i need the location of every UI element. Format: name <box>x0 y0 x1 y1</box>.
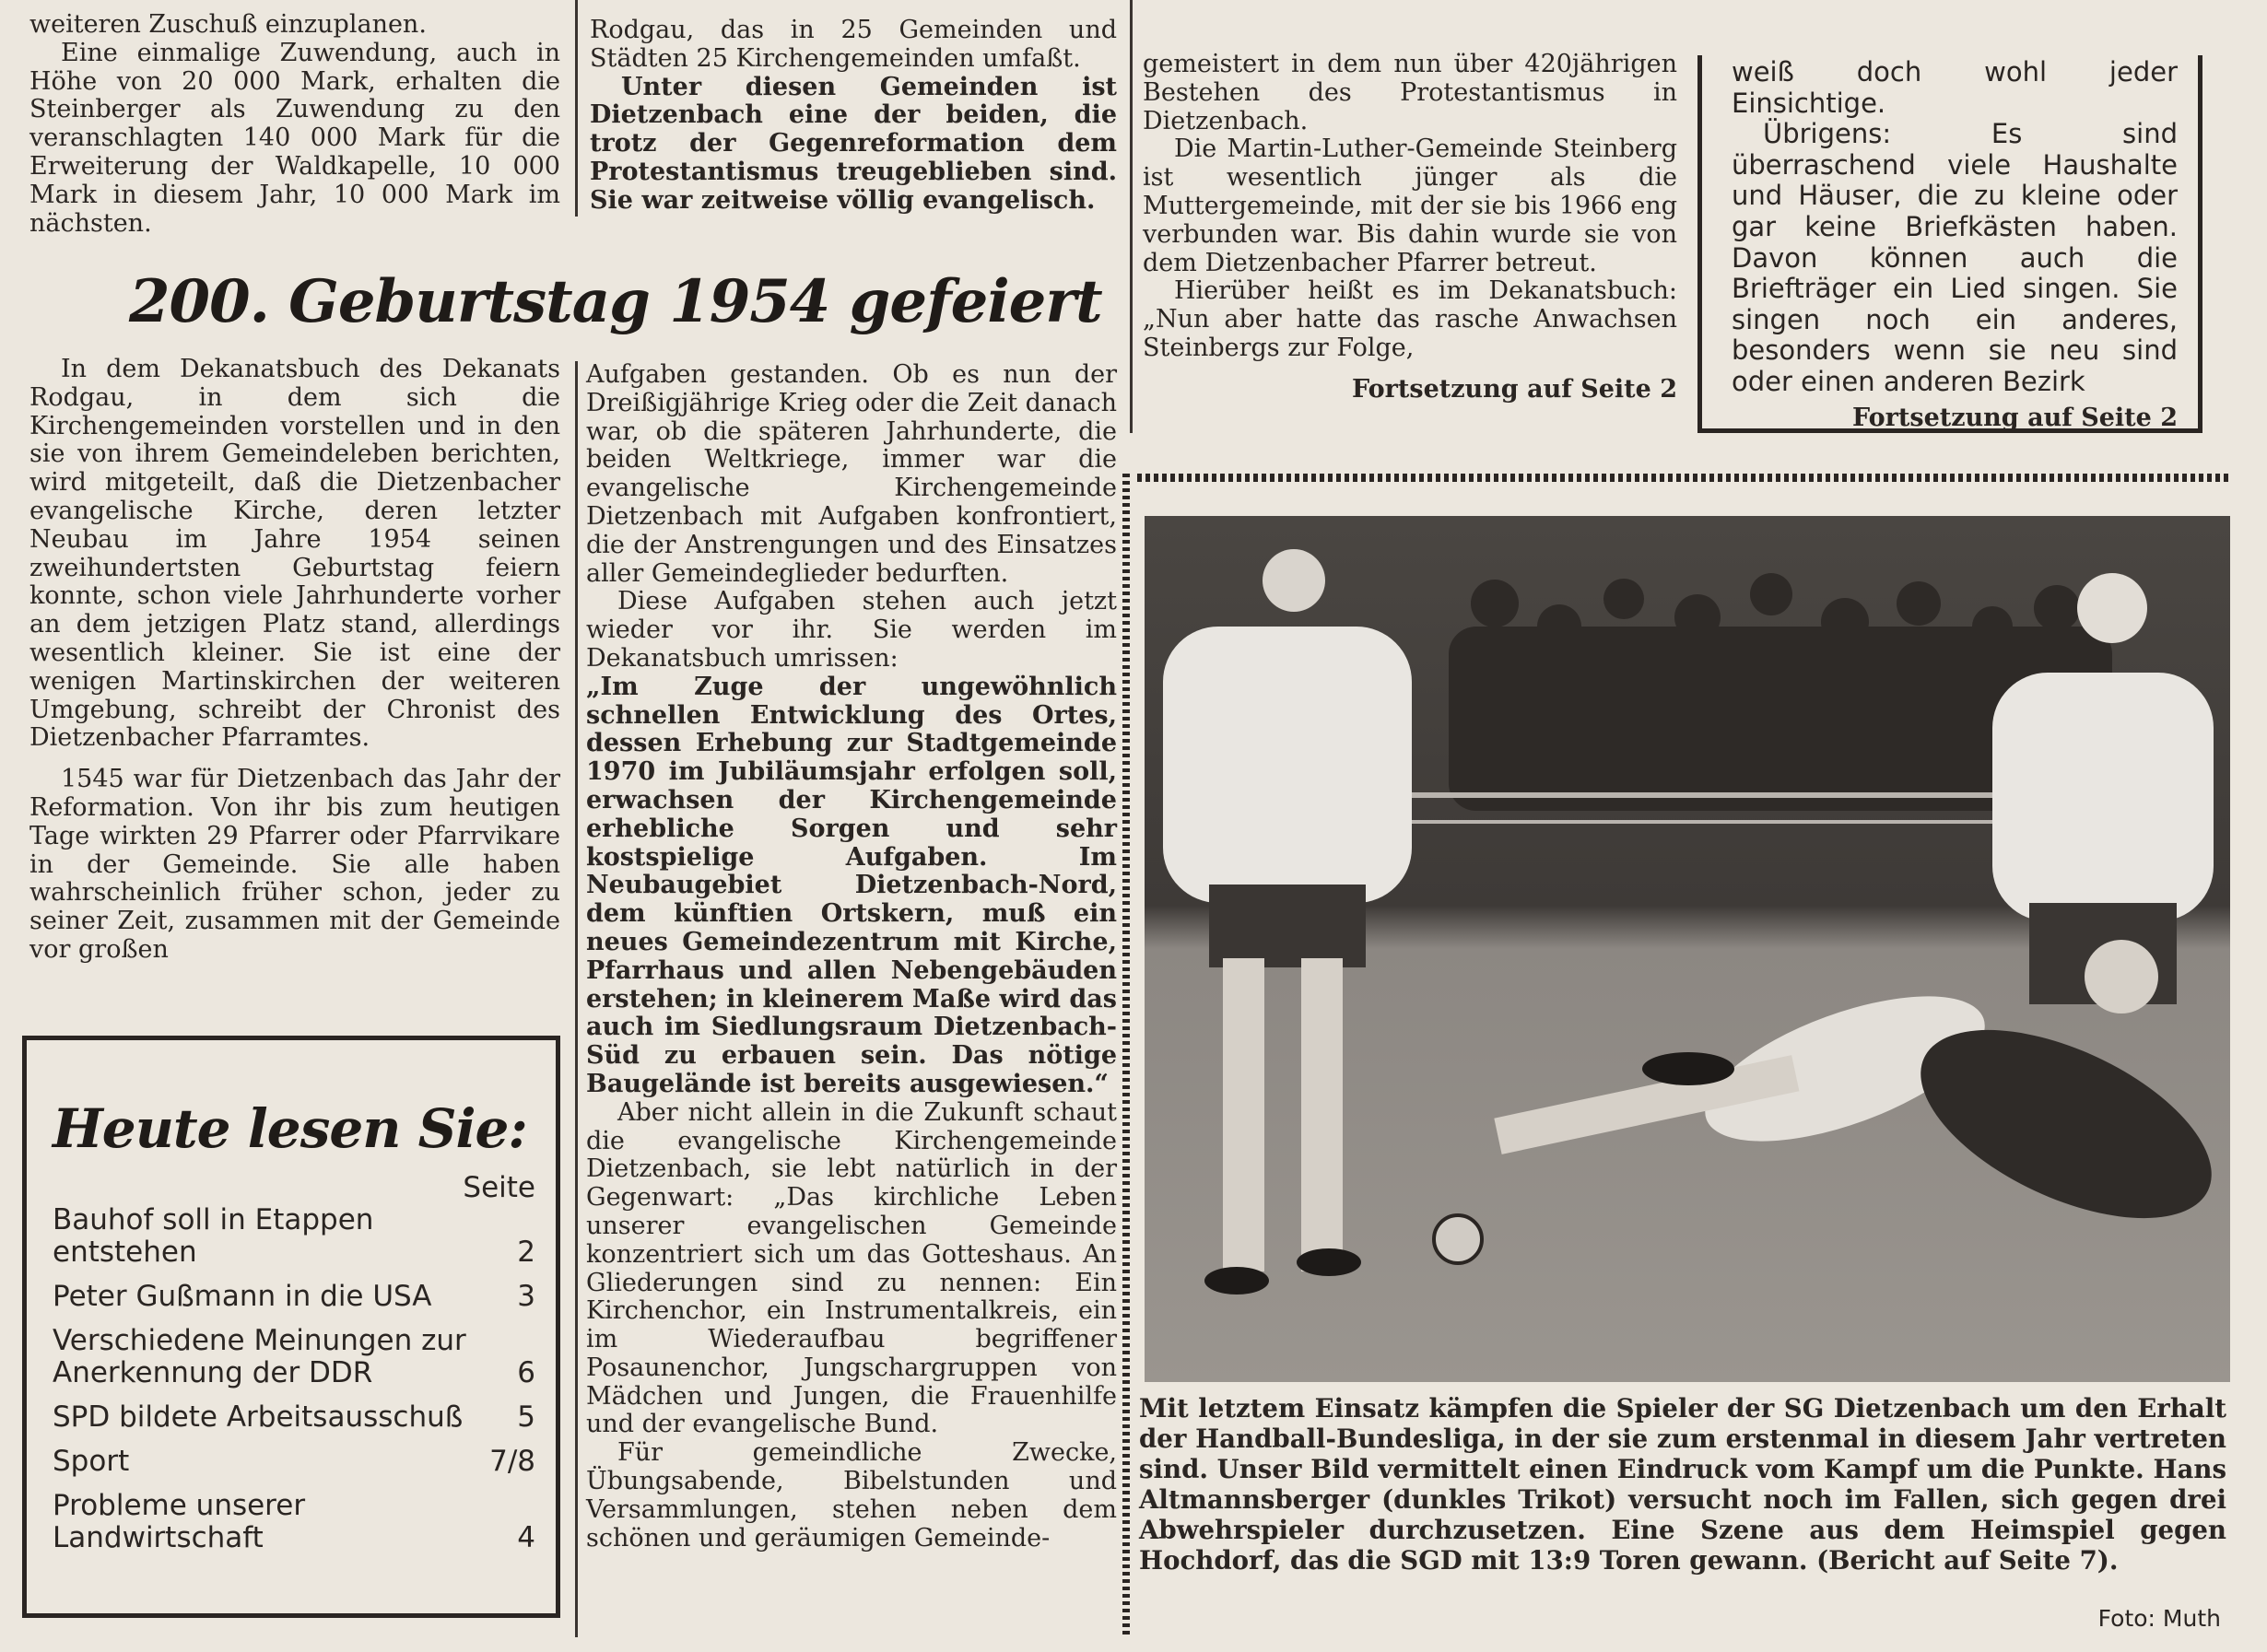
column-rule <box>575 0 578 217</box>
continued-article-box <box>1697 55 2202 433</box>
paragraph: 1545 war für Dietzenbach das Jahr der Reformation. Von ihr bis zum heutigen Tage wirkten 29 Pfarrer oder Pfarrvikare in der Gemeinde. Sie alle haben wahrscheinlich früher schon, jeder zu seiner Zeit, zusammen mit der Gemeinde vor großen <box>29 765 560 964</box>
contents-item-page: 7/8 <box>489 1445 535 1478</box>
contents-item <box>53 1325 535 1389</box>
continuation-note: Fortsetzung auf Seite 2 <box>1351 374 1677 404</box>
contents-page-label: Seite <box>463 1171 535 1204</box>
contents-item-page: 2 <box>517 1236 535 1269</box>
quote-bold: „Im Zuge der ungewöhnlich schnellen Entwicklung des Ortes, dessen Erhebung zur Stadtgemeinde 1970 im Jubiläumsjahr erfolgen soll, erwachsen der Kirchengemeinde erhebliche Sorgen und sehr kostspielige Aufgaben. Im Neubaugebiet Dietzenbach-Nord, dem künftien Ortskern, muß ein neues Gemeindezentrum mit Kirche, Pfarrhaus und allen Nebengebäuden erstehen; in kleinerem Maße wird das auch im Siedlungsraum Dietzenbach-Süd zu erbauen sein. Das nötige Baugelände ist bereits ausgewiesen.“ <box>586 672 1117 1098</box>
contents-item-title: SPD bildete Arbeitsausschuß <box>53 1400 464 1434</box>
paragraph: Übrigens: Es sind überraschend viele Haushalte und Häuser, die zu kleine oder gar keine Briefkästen haben. Davon können auch die Briefträger ein Lied singen. Sie singen noch ein anderes, besonders wenn sie neu sind oder einen anderen Bezirk <box>1732 118 2178 397</box>
contents-item-page: 5 <box>517 1400 535 1434</box>
col1-top-text <box>29 11 560 238</box>
contents-item-title: Peter Gußmann in die USA <box>53 1280 432 1313</box>
photo-credit: Foto: Muth <box>2097 1605 2221 1632</box>
paragraph: Aber nicht allein in die Zukunft schaut die evangelische Kirchengemeinde Dietzenbach, sie lebt natürlich in der Gegenwart: „Das kirchliche Leben unserer evangelischen Gemeinde konzentriert sich um das Gotteshaus. An Gliederungen sind zu nennen: Ein Kirchenchor, ein Instrumentalkreis, ein im Wiederaufbau begriffener Posaunenchor, Jungschargruppen von Mädchen und Jungen, die Frauenhilfe und der evangelische Bund. <box>586 1097 1117 1439</box>
paragraph: Rodgau, das in 25 Gemeinden und Städten 25 Kirchengemeinden umfaßt. <box>590 16 1117 73</box>
col1-article-text <box>29 356 560 965</box>
contents-item-title: Verschiedene Meinungen zur Anerkennung der DDR <box>53 1324 466 1389</box>
dotted-separator <box>1137 474 2230 482</box>
contents-item-title: Probleme unserer Landwirtschaft <box>53 1489 306 1554</box>
paragraph-bold: Unter diesen Gemeinden ist Dietzenbach eine der beiden, die trotz der Gegenreformation dem Protestantismus treugeblieben sind. Sie war zeitweise völlig evangelisch. <box>590 72 1117 215</box>
photo-caption: Mit letztem Einsatz kämpfen die Spieler der SG Dietzenbach um den Erhalt der Handball-Bundesliga, in der sie zum erstenmal in diesem Jahr vertreten sind. Unser Bild vermittelt einen Eindruck vom Kampf um die Punkte. Hans Altmannsberger (dunkles Trikot) versucht noch im Fallen, sich gegen drei Abwehrspieler durchzusetzen. Eine Szene aus dem Heimspiel gegen Hochdorf, das die SGD mit 13:9 Toren gewann. (Bericht auf Seite 7). <box>1139 1393 2226 1576</box>
contents-title: Heute lesen Sie: <box>53 1097 527 1160</box>
column-rule <box>575 361 578 1637</box>
contents-item-title: Bauhof soll in Etappen entstehen <box>53 1203 374 1269</box>
paragraph: Hierüber heißt es im Dekanatsbuch: „Nun aber hatte das rasche Anwachsen Steinbergs zur Folge, <box>1143 276 1677 362</box>
continuation-note: Fortsetzung auf Seite 2 <box>1851 403 2178 432</box>
contents-item <box>53 1490 535 1554</box>
contents-item-page: 6 <box>517 1356 535 1389</box>
article-headline: 200. Geburtstag 1954 gefeiert <box>129 267 1102 336</box>
paragraph: gemeistert in dem nun über 420jährigen Bestehen des Protestantismus in Dietzenbach. <box>1143 50 1677 135</box>
col3-top-text <box>1143 51 1677 404</box>
ball <box>1434 1215 1482 1263</box>
col2-top-text <box>590 17 1117 216</box>
contents-item <box>53 1446 535 1478</box>
handball-photo <box>1145 516 2230 1382</box>
paragraph: Für gemeindliche Zwecke, Übungsabende, Bibelstunden und Versammlungen, stehen neben dem schönen und geräumigen Gemeinde- <box>586 1438 1117 1552</box>
contents-item <box>53 1204 535 1269</box>
paragraph: Diese Aufgaben stehen auch jetzt wieder vor ihr. Sie werden im Dekanatsbuch umrissen: <box>586 587 1117 673</box>
contents-box <box>22 1036 560 1618</box>
contents-item-page: 3 <box>517 1280 535 1313</box>
column-rule <box>1130 0 1133 433</box>
dotted-separator <box>1122 474 1130 1636</box>
paragraph: weiteren Zuschuß einzuplanen. <box>29 10 427 39</box>
contents-item-page: 4 <box>517 1521 535 1554</box>
paragraph: Eine einmalige Zuwendung, auch in Höhe von 20 000 Mark, erhalten die Steinberger als Zuwendung zu den veranschlagten 140 000 Mark für die Erweiterung der Waldkapelle, 10 000 Mark in diesem Jahr, 10 000 Mark im nächsten. <box>29 38 560 238</box>
paragraph: Aufgaben gestanden. Ob es nun der Dreißigjährige Krieg oder die Zeit danach war, ob die späteren Jahrhunderte, die beiden Weltkriege, immer war die evangelische Kirchengemeinde Dietzenbach mit Aufgaben konfrontiert, die der Anstrengungen und des Einsatzes aller Gemeindeglieder bedurften. <box>586 360 1117 588</box>
paragraph: In dem Dekanatsbuch des Dekanats Rodgau, in dem sich die Kirchengemeinden vorstellen und in den sie von ihrem Gemeindeleben berichten, wird mitgeteilt, daß die Dietzenbacher evangelische Kirche, deren letzter Neubau im Jahre 1954 seinen zweihundertsten Geburtstag feiern konnte, schon viele Jahrhunderte vorher an dem jetzigen Platz stand, allerdings wesentlich kleiner. Sie ist eine der wenigen Martinskirchen der weiteren Umgebung, schreibt der Chronist des Dietzenbacher Pfarramtes. <box>29 355 560 753</box>
paragraph: weiß doch wohl jeder Einsichtige. <box>1732 56 2178 119</box>
paragraph: Die Martin-Luther-Gemeinde Steinberg ist wesentlich jünger als die Muttergemeinde, mit der sie bis 1966 eng verbunden war. Bis dahin wurde sie von dem Dietzenbacher Pfarrer betreut. <box>1143 135 1677 277</box>
contents-item <box>53 1401 535 1434</box>
contents-item <box>53 1281 535 1313</box>
col2-article-text <box>586 361 1117 1552</box>
contents-item-title: Sport <box>53 1445 130 1478</box>
